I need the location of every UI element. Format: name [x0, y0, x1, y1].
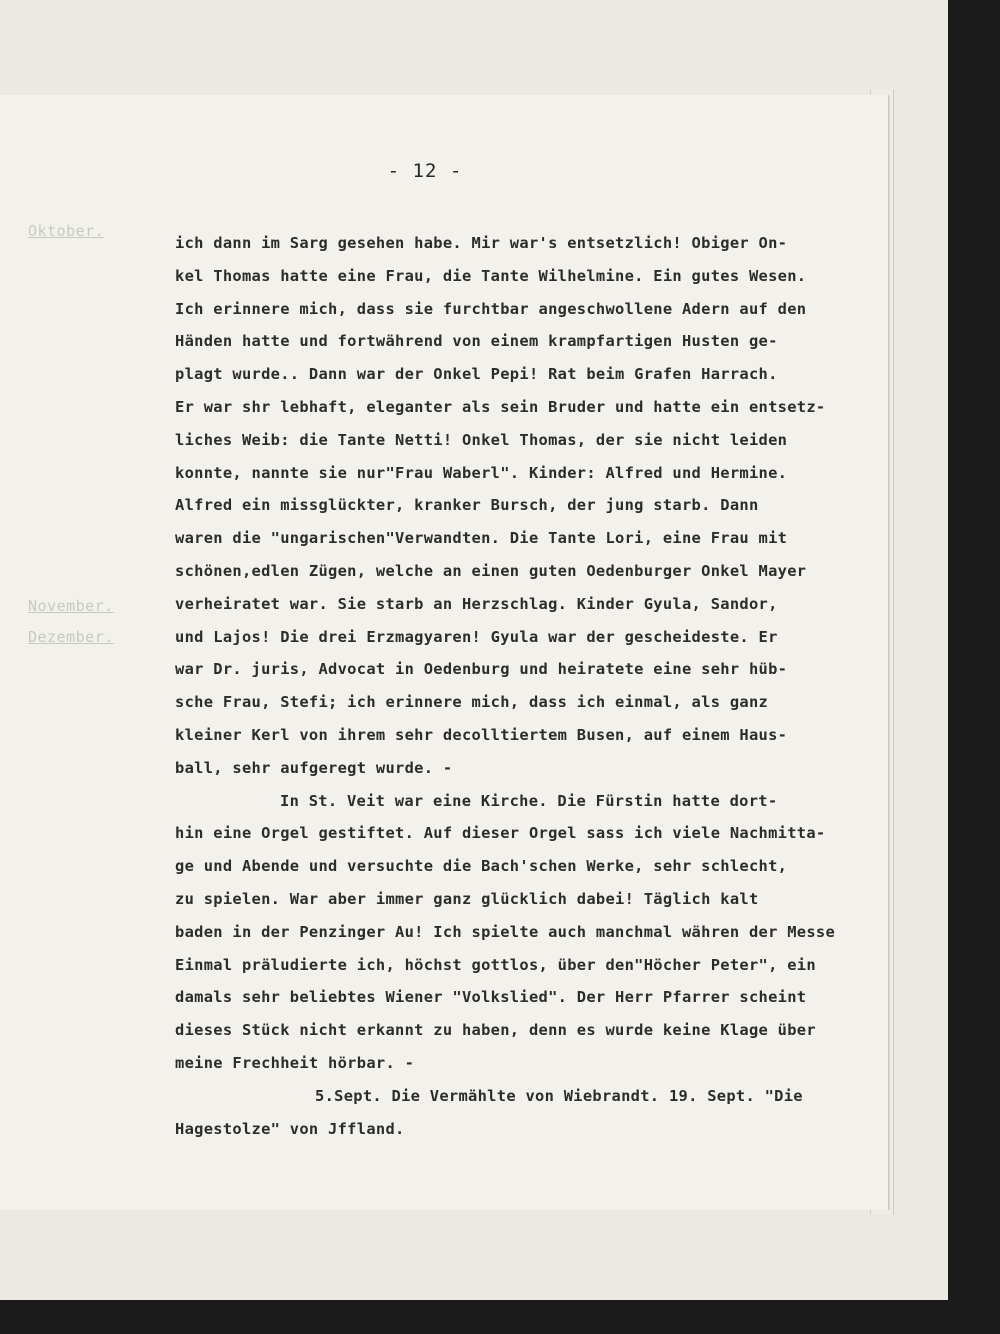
text-line: sche Frau, Stefi; ich erinnere mich, dass ich einmal, als ganz — [175, 693, 769, 712]
text-line: waren die "ungarischen"Verwandten. Die Tante Lori, eine Frau mit — [175, 529, 788, 548]
text-line: dieses Stück nicht erkannt zu haben, denn es wurde keine Klage über — [175, 1021, 816, 1040]
text-line: hin eine Orgel gestiftet. Auf dieser Orgel sass ich viele Nachmitta- — [175, 824, 826, 843]
text-line: kel Thomas hatte eine Frau, die Tante Wilhelmine. Ein gutes Wesen. — [175, 266, 807, 285]
text-line: baden in der Penzinger Au! Ich spielte auch manchmal währen der Messe — [175, 922, 836, 941]
text-line: verheiratet war. Sie starb an Herzschlag. Kinder Gyula, Sandor, — [175, 594, 778, 613]
text-line: ge und Abende und versuchte die Bach'schen Werke, sehr schlecht, — [175, 857, 788, 876]
text-line: liches Weib: die Tante Netti! Onkel Thomas, der sie nicht leiden — [175, 430, 788, 449]
text-line: plagt wurde.. Dann war der Onkel Pepi! Rat beim Grafen Harrach. — [175, 365, 778, 384]
margin-notes — [28, 0, 148, 1334]
typed-text-body — [175, 227, 865, 1145]
text-line: war Dr. juris, Advocat in Oedenburg und heiratete eine sehr hüb- — [175, 660, 788, 679]
margin-note-dezember: Dezember. — [28, 628, 114, 646]
page-number: - 12 - — [387, 160, 463, 182]
text-line: kleiner Kerl von ihrem sehr decolltiertem Busen, auf einem Haus- — [175, 725, 788, 744]
margin-note-oktober: Oktober. — [28, 222, 105, 240]
text-line: Ich erinnere mich, dass sie furchtbar angeschwollene Adern auf den — [175, 299, 807, 318]
text-line: schönen,edlen Zügen, welche an einen guten Oedenburger Onkel Mayer — [175, 561, 807, 580]
text-line: ich dann im Sarg gesehen habe. Mir war's entsetzlich! Obiger On- — [175, 234, 788, 252]
text-line: Er war shr lebhaft, eleganter als sein Bruder und hatte ein entsetz- — [175, 397, 826, 416]
text-line: Alfred ein missglückter, kranker Bursch, der jung starb. Dann — [175, 496, 759, 515]
text-line: Händen hatte und fortwährend von einem krampfartigen Husten ge- — [175, 332, 778, 351]
text-line: Hagestolze" von Jffland. — [175, 1119, 405, 1138]
text-line: ball, sehr aufgeregt wurde. - — [175, 758, 453, 777]
text-line: Einmal präludierte ich, höchst gottlos, über den"Höcher Peter", ein — [175, 955, 816, 974]
text-line: konnte, nannte sie nur"Frau Waberl". Kinder: Alfred und Hermine. — [175, 463, 788, 482]
text-line-indented: 5.Sept. Die Vermählte von Wiebrandt. 19. Sept. "Die — [315, 1086, 803, 1105]
margin-note-november: November. — [28, 597, 114, 615]
text-line: meine Frechheit hörbar. - — [175, 1053, 415, 1072]
text-line: zu spielen. War aber immer ganz glücklich dabei! Täglich kalt — [175, 889, 759, 908]
text-line: damals sehr beliebtes Wiener "Volkslied". Der Herr Pfarrer scheint — [175, 988, 807, 1007]
text-line-indented: In St. Veit war eine Kirche. Die Fürstin hatte dort- — [280, 791, 778, 810]
text-line: und Lajos! Die drei Erzmagyaren! Gyula war der gescheideste. Er — [175, 627, 778, 646]
